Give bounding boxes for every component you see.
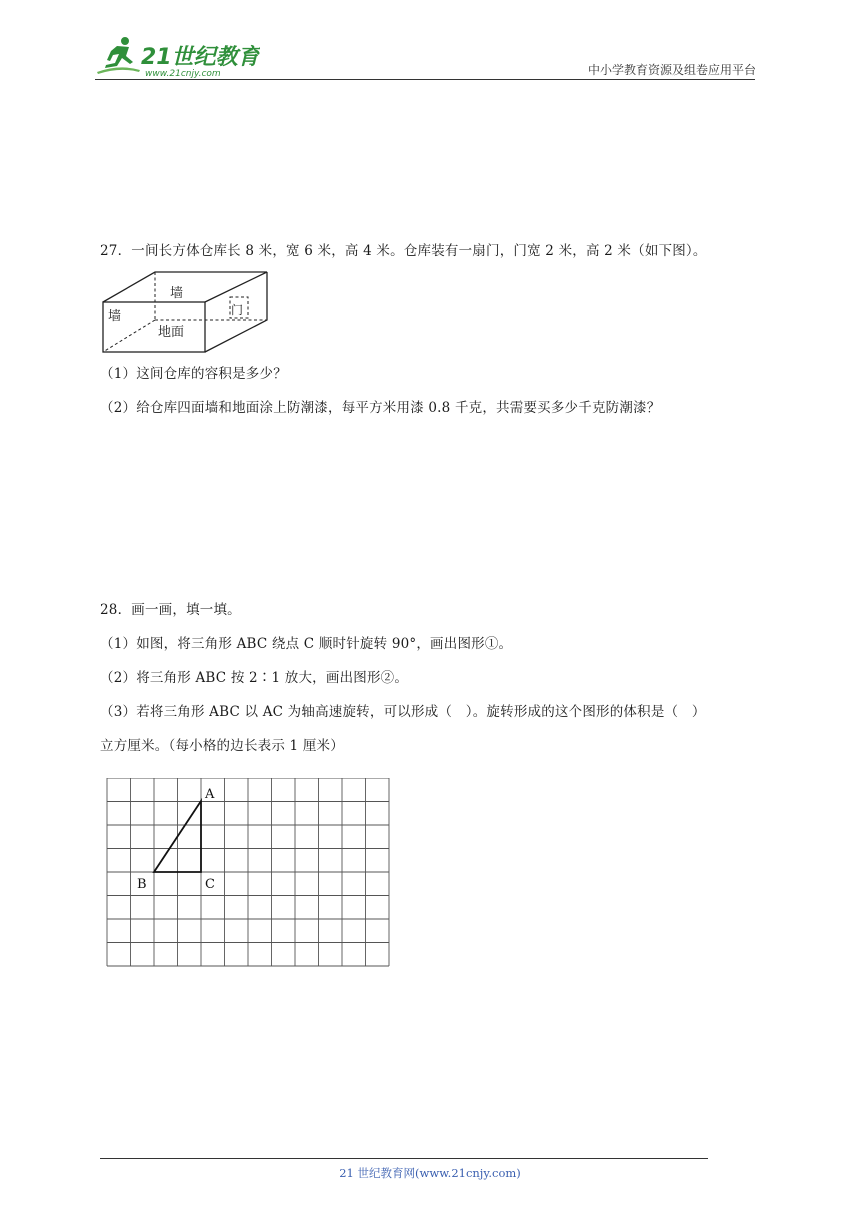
platform-name: 中小学教育资源及组卷应用平台 [587,63,756,77]
logo [95,34,260,78]
q28-sub2: （2）将三角形 ABC 按 2∶1 放大，画出图形②。 [100,670,409,686]
logo-main: 21世纪教育 [141,45,260,70]
label-floor: 地面 [158,325,185,340]
q27-sub2: （2）给仓库四面墙和地面涂上防潮漆，每平方米用漆 0.8 千克，共需要买多少千克防潮漆？ [100,400,661,416]
logo-url: www.21cnjy.com [145,69,221,78]
q27-stem: 27．一间长方体仓库长 8 米，宽 6 米，高 4 米。仓库装有一扇门，门宽 2 米，高 2 米（如下图）。 [100,243,707,259]
q28-sub3-line2: 立方厘米。（每小格的边长表示 1 厘米） [100,738,344,754]
q28-stem: 28．画一画，填一填。 [100,602,241,618]
footer-divider [100,1158,708,1159]
q28-sub1: （1）如图，将三角形 ABC 绕点 C 顺时针旋转 90°，画出图形①。 [100,636,513,652]
label-wall-top: 墙 [170,286,184,301]
q28-sub3-line1: （3）若将三角形 ABC 以 AC 为轴高速旋转，可以形成（ ）。旋转形成的这个图形的体积是（ ） [100,704,706,720]
warehouse-figure [100,268,272,356]
header-divider [95,79,755,80]
label-wall-left: 墙 [108,309,122,324]
label-door: 门 [231,303,244,317]
q27-sub1: （1）这间仓库的容积是多少？ [100,366,287,382]
runner-icon [97,37,140,74]
label-a: A [205,787,215,802]
label-c: C [205,877,215,892]
footer-text: 21 世纪教育网(www.21cnjy.com) [339,1166,521,1180]
label-b: B [137,877,147,892]
grid-figure [106,778,390,970]
